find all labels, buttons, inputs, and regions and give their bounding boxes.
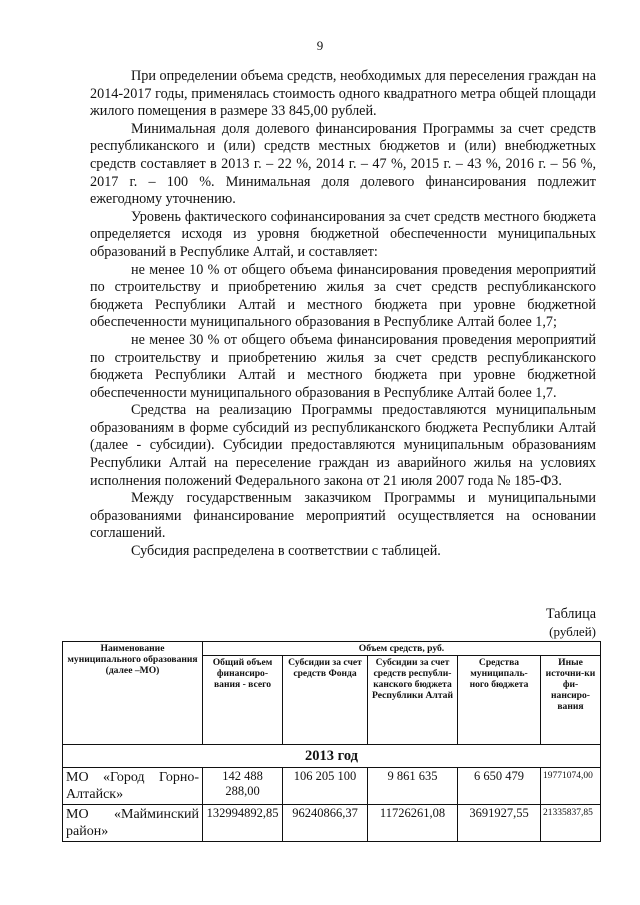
subsidy-table bbox=[62, 641, 601, 842]
column-header-mo: Наименование муниципального образования (далее –МО) bbox=[63, 642, 203, 745]
paragraph: Средства на реализацию Программы предоставляются муниципальным образованиям в форме субсидий из республиканского бюджета Республики Алтай (далее - субсидии). Субсидии предоставляются муниципальным образованиям Республики Алтай на переселение граждан из аварийного жилья на условиях исполнения положений Федерального закона от 21 июля 2007 года № 185-ФЗ. bbox=[90, 402, 596, 489]
fund-cell: 106 205 100 bbox=[283, 768, 368, 805]
column-header-other-sources: Иные источни-ки фи-нансиро-вания bbox=[541, 656, 601, 745]
table-unit: (рублей) bbox=[549, 624, 596, 639]
table-header-row bbox=[63, 642, 601, 656]
paragraph: Между государственным заказчиком Программы и муниципальными образованиями финансирование мероприятий осуществляется на основании соглашений. bbox=[90, 490, 596, 542]
fund-cell: 96240866,37 bbox=[283, 805, 368, 842]
other-sources-cell: 21335837,85 bbox=[541, 805, 601, 842]
year-label: 2013 год bbox=[63, 745, 601, 768]
table-row bbox=[63, 805, 601, 842]
page-number: 9 bbox=[316, 38, 324, 53]
table-year-row bbox=[63, 745, 601, 768]
body-text bbox=[90, 68, 596, 561]
paragraph: При определении объема средств, необходимых для переселения граждан на 2014-2017 годы, применялась стоимость одного квадратного метра общей площади жилого помещения в размере 33 845,00 рублей. bbox=[90, 68, 596, 120]
column-header-republic-budget: Субсидии за счет средств республи-канского бюджета Республики Алтай bbox=[368, 656, 458, 745]
column-group-header: Объем средств, руб. bbox=[203, 642, 601, 656]
paragraph: Уровень фактического софинансирования за счет средств местного бюджета определяется исходя из уровня бюджетной обеспеченности муниципальных образований в Республике Алтай, и составляет: bbox=[90, 208, 596, 260]
table-title: Таблица bbox=[545, 606, 596, 622]
republic-budget-cell: 11726261,08 bbox=[368, 805, 458, 842]
mo-name-cell: МО «Майминский район» bbox=[63, 805, 203, 842]
table-row bbox=[63, 768, 601, 805]
paragraph: не менее 30 % от общего объема финансирования проведения мероприятий по строительству и приобретению жилья за счет средств республиканского бюджета Республики Алтай и местного бюджета при уровне бюджетной обеспеченности муниципального образования в Республике Алтай более 1,7. bbox=[90, 331, 596, 401]
municipal-budget-cell: 3691927,55 bbox=[458, 805, 541, 842]
column-header-total: Общий объем финансиро-вания - всего bbox=[203, 656, 283, 745]
column-header-municipal-budget: Средства муниципаль-ного бюджета bbox=[458, 656, 541, 745]
table-caption bbox=[546, 606, 596, 640]
republic-budget-cell: 9 861 635 bbox=[368, 768, 458, 805]
total-cell: 142 488 288,00 bbox=[203, 768, 283, 805]
other-sources-cell: 19771074,00 bbox=[541, 768, 601, 805]
paragraph: Минимальная доля долевого финансирования Программы за счет средств республиканского и (или) средств местных бюджетов и (или) внебюджетных средств составляет в 2013 г. – 22 %, 2014 г. – 47 %, 2015 г. – 43 %, 2016 г. – 56 %, 2017 г. – 100 %. Минимальная доля долевого финансирования подлежит ежегодному уточнению. bbox=[90, 120, 596, 208]
column-header-fund: Субсидии за счет средств Фонда bbox=[283, 656, 368, 745]
total-cell: 132994892,85 bbox=[203, 805, 283, 842]
municipal-budget-cell: 6 650 479 bbox=[458, 768, 541, 805]
paragraph: Субсидия распределена в соответствии с таблицей. bbox=[131, 543, 441, 560]
mo-name-cell: МО «Город Горно-Алтайск» bbox=[63, 768, 203, 805]
paragraph: не менее 10 % от общего объема финансирования проведения мероприятий по строительству и приобретению жилья за счет средств республиканского бюджета Республики Алтай и местного бюджета при уровне бюджетной обеспеченности муниципального образования в Республике Алтай более 1,7; bbox=[90, 261, 596, 331]
